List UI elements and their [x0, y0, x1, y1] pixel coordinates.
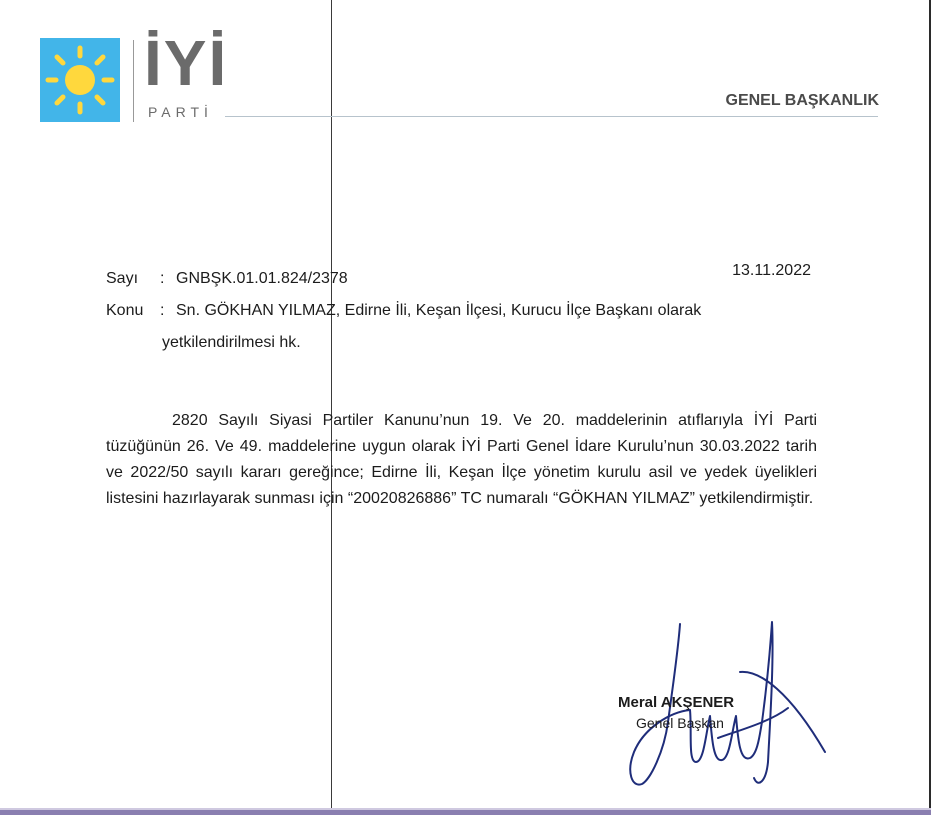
sayi-colon: :	[160, 270, 165, 287]
sayi-label: Sayı	[106, 270, 139, 287]
sayi-value: GNBŞK.01.01.824/2378	[176, 270, 348, 287]
brand-subtitle: PARTİ	[148, 104, 213, 120]
document-date: 13.11.2022	[732, 262, 811, 279]
body-paragraph: 2820 Sayılı Siyasi Partiler Kanunu’nun 19. Ve 20. maddelerinin atıflarıyla İYİ Parti tüzüğünün 26. Ve 49. maddelerine uygun olarak İYİ Parti Genel İdare Kurulu’nun 30.03.2022 tarih ve 2022/50 sayılı kararı gereğince; Edirne İli, Keşan İlçe yönetim kurulu asil ve yedek üyelikleri listesini hazırlayarak sunması için “20020826886” TC numaralı “GÖKHAN YILMAZ” yetkilendirmiştir.	[106, 412, 817, 507]
party-logo	[40, 38, 120, 122]
brand-name: İYİ	[144, 27, 229, 99]
signatory-name: Meral AKŞENER	[618, 694, 735, 711]
office-title: GENEL BAŞKANLIK	[725, 92, 879, 109]
konu-label: Konu	[106, 302, 144, 319]
scan-fold-line	[331, 0, 332, 808]
konu-colon: :	[160, 302, 165, 319]
header-rule	[225, 116, 878, 117]
sun-icon	[40, 38, 120, 122]
signatory-title: Genel Başkan	[636, 715, 724, 731]
logo-divider	[133, 40, 134, 122]
konu-line-1: Sn. GÖKHAN YILMAZ, Edirne İli, Keşan İlçesi, Kurucu İlçe Başkanı olarak	[176, 302, 702, 319]
scan-edge-bottom	[0, 810, 931, 815]
konu-line-2: yetkilendirilmesi hk.	[162, 334, 301, 351]
